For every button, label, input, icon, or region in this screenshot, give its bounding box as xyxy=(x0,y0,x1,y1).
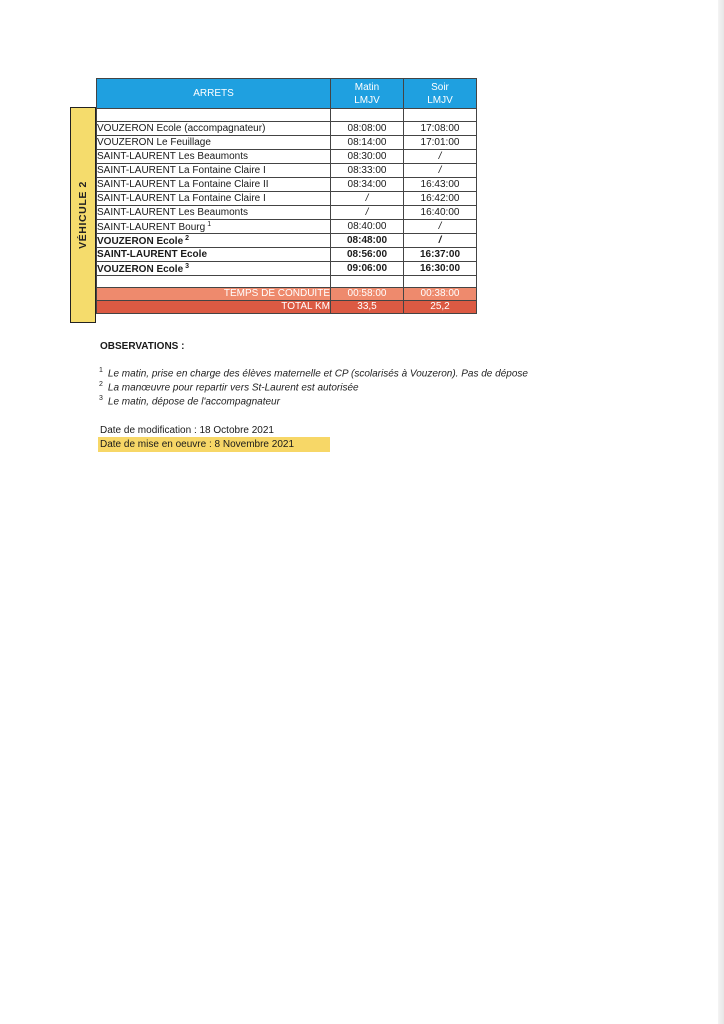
driving-time-morning: 00:58:00 xyxy=(331,288,404,301)
implementation-date: Date de mise en oeuvre : 8 Novembre 2021 xyxy=(98,437,330,452)
header-evening-line1: Soir xyxy=(431,81,449,93)
stop-cell xyxy=(97,248,331,262)
stop-name: SAINT-LAURENT Bourg xyxy=(97,221,206,233)
stop-cell xyxy=(97,262,331,276)
stop-cell xyxy=(97,220,331,234)
driving-time-label: TEMPS DE CONDUITE xyxy=(97,288,331,301)
stop-name: VOUZERON Ecole xyxy=(97,263,184,275)
timetable xyxy=(96,78,477,314)
stop-cell xyxy=(97,122,331,136)
total-km-evening: 25,2 xyxy=(404,301,477,314)
morning-time-cell: 08:48:00 xyxy=(331,234,404,248)
morning-time-cell: / xyxy=(331,206,404,220)
observation-note xyxy=(99,395,280,407)
evening-time-cell: 17:01:00 xyxy=(404,136,477,150)
header-morning-line1: Matin xyxy=(354,81,380,93)
stop-cell xyxy=(97,234,331,248)
scan-edge xyxy=(718,0,724,1024)
modification-date: Date de modification : 18 Octobre 2021 xyxy=(100,425,274,436)
morning-time-cell: / xyxy=(331,192,404,206)
stop-name: SAINT-LAURENT La Fontaine Claire II xyxy=(97,178,269,190)
stop-cell xyxy=(97,206,331,220)
evening-time-cell: 16:43:00 xyxy=(404,178,477,192)
footnote-marker: 2 xyxy=(185,234,190,242)
stop-cell xyxy=(97,192,331,206)
table-header-row xyxy=(97,79,477,109)
note-text: Le matin, prise en charge des élèves maternelle et CP (scolarisés à Vouzeron). Pas de dépose xyxy=(107,368,528,380)
table-row xyxy=(97,178,477,192)
total-km-row xyxy=(97,301,477,314)
observation-note xyxy=(99,381,359,393)
table-row xyxy=(97,164,477,178)
morning-time-cell: 08:08:00 xyxy=(331,122,404,136)
evening-time-cell: 16:37:00 xyxy=(404,248,477,262)
note-number: 2 xyxy=(99,381,103,388)
morning-time-cell: 08:34:00 xyxy=(331,178,404,192)
header-evening-line2: LMJV xyxy=(427,94,453,106)
evening-time-cell: 16:42:00 xyxy=(404,192,477,206)
stop-name: SAINT-LAURENT La Fontaine Claire I xyxy=(97,192,266,204)
stop-name: VOUZERON Ecole (accompagnateur) xyxy=(97,122,266,134)
note-number: 1 xyxy=(99,367,103,374)
spacer-row xyxy=(97,276,477,288)
vehicle-label: VÉHICULE 2 xyxy=(77,181,89,249)
driving-time-row xyxy=(97,288,477,301)
stop-name: VOUZERON Ecole xyxy=(97,235,184,247)
footnote-marker: 1 xyxy=(207,220,212,228)
table-row xyxy=(97,122,477,136)
stop-name: SAINT-LAURENT Les Beaumonts xyxy=(97,206,248,218)
stop-cell xyxy=(97,136,331,150)
vehicle-label-band xyxy=(70,107,96,323)
table-row xyxy=(97,262,477,276)
header-morning-line2: LMJV xyxy=(354,94,380,106)
table-row xyxy=(97,220,477,234)
stop-cell xyxy=(97,164,331,178)
observations-title: OBSERVATIONS : xyxy=(100,341,185,352)
stop-name: VOUZERON Le Feuillage xyxy=(97,136,211,148)
evening-time-cell: / xyxy=(404,234,477,248)
morning-time-cell: 08:14:00 xyxy=(331,136,404,150)
stop-name: SAINT-LAURENT Ecole xyxy=(97,248,208,260)
evening-time-cell: 16:40:00 xyxy=(404,206,477,220)
stop-cell xyxy=(97,178,331,192)
header-evening xyxy=(404,79,477,109)
stop-name: SAINT-LAURENT La Fontaine Claire I xyxy=(97,164,266,176)
evening-time-cell: / xyxy=(404,220,477,234)
total-km-label: TOTAL KM xyxy=(97,301,331,314)
spacer-row xyxy=(97,109,477,122)
table-row xyxy=(97,192,477,206)
evening-time-cell: 17:08:00 xyxy=(404,122,477,136)
note-text: La manœuvre pour repartir vers St-Laurent est autorisée xyxy=(107,382,359,394)
table-row xyxy=(97,206,477,220)
morning-time-cell: 09:06:00 xyxy=(331,262,404,276)
header-stops: ARRETS xyxy=(97,79,331,109)
morning-time-cell: 08:30:00 xyxy=(331,150,404,164)
evening-time-cell: / xyxy=(404,164,477,178)
total-km-morning: 33,5 xyxy=(331,301,404,314)
table-row xyxy=(97,150,477,164)
stop-name: SAINT-LAURENT Les Beaumonts xyxy=(97,150,248,162)
table-row xyxy=(97,248,477,262)
driving-time-evening: 00:38:00 xyxy=(404,288,477,301)
note-text: Le matin, dépose de l'accompagnateur xyxy=(107,396,280,408)
footnote-marker: 3 xyxy=(185,262,190,270)
observation-note xyxy=(99,367,528,379)
table-row xyxy=(97,136,477,150)
header-morning xyxy=(331,79,404,109)
note-number: 3 xyxy=(99,395,103,402)
morning-time-cell: 08:56:00 xyxy=(331,248,404,262)
morning-time-cell: 08:40:00 xyxy=(331,220,404,234)
evening-time-cell: 16:30:00 xyxy=(404,262,477,276)
stop-cell xyxy=(97,150,331,164)
morning-time-cell: 08:33:00 xyxy=(331,164,404,178)
table-row xyxy=(97,234,477,248)
evening-time-cell: / xyxy=(404,150,477,164)
